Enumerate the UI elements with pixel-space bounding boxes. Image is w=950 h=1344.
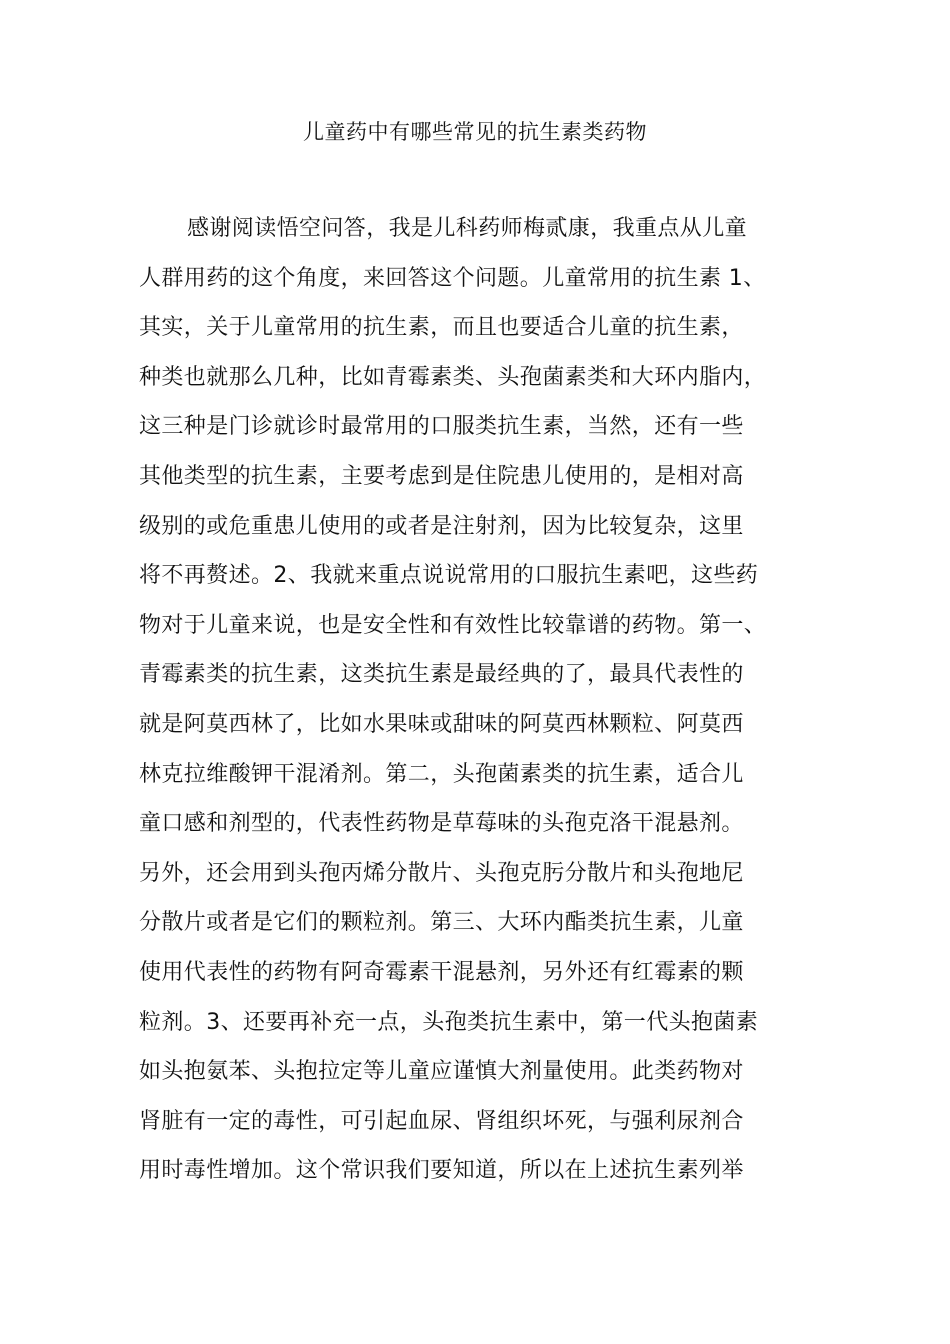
text-line: 其他类型的抗生素，主要考虑到是住院患儿使用的，是相对高: [139, 463, 744, 489]
text-line: 人群用药的这个角度，来回答这个问题。儿童常用的抗生素 1、: [139, 265, 766, 291]
text-line: 另外，还会用到头孢丙烯分散片、头孢克肟分散片和头孢地尼: [139, 860, 744, 886]
text-line: 物对于儿童来说，也是安全性和有效性比较靠谱的药物。第一、: [139, 612, 767, 638]
text-line: 使用代表性的药物有阿奇霉素干混悬剂，另外还有红霉素的颗: [139, 959, 744, 985]
text-line: 如头抱氨苯、头抱拉定等儿童应谨慎大剂量使用。此类药物对: [139, 1059, 744, 1085]
text-line: 粒剂。3、还要再补充一点，头孢类抗生素中，第一代头抱菌素: [139, 1009, 759, 1035]
document-body: [139, 204, 829, 1196]
text-line: 这三种是门诊就诊时最常用的口服类抗生素，当然，还有一些: [139, 414, 744, 440]
text-line: 将不再赘述。2、我就来重点说说常用的口服抗生素吧，这些药: [139, 563, 759, 589]
text-line: 其实，关于儿童常用的抗生素，而且也要适合儿童的抗生素，: [139, 315, 744, 341]
text-line: 级别的或危重患儿使用的或者是注射剂，因为比较复杂，这里: [139, 513, 744, 539]
text-line: 童口感和剂型的，代表性药物是草莓味的头孢克洛干混悬剂。: [139, 811, 744, 837]
text-line: 肾脏有一定的毒性，可引起血尿、肾组织坏死，与强利尿剂合: [139, 1108, 744, 1134]
text-line: 用时毒性增加。这个常识我们要知道，所以在上述抗生素列举: [139, 1158, 744, 1184]
text-line: 分散片或者是它们的颗粒剂。第三、大环内酯类抗生素，儿童: [139, 910, 744, 936]
text-line: 就是阿莫西林了，比如水果味或甜味的阿莫西林颗粒、阿莫西: [139, 711, 744, 737]
text-line: 林克拉维酸钾干混淆剂。第二，头孢菌素类的抗生素，适合儿: [139, 761, 744, 787]
document-title: 儿童药中有哪些常见的抗生素类药物: [303, 120, 647, 144]
text-line: 感谢阅读悟空问答，我是儿科药师梅贰康，我重点从儿童: [187, 216, 748, 241]
text-line: 青霉素类的抗生素，这类抗生素是最经典的了，最具代表性的: [139, 662, 744, 688]
text-line: 种类也就那么几种，比如青霉素类、头孢菌素类和大环内脂内，: [139, 364, 767, 390]
